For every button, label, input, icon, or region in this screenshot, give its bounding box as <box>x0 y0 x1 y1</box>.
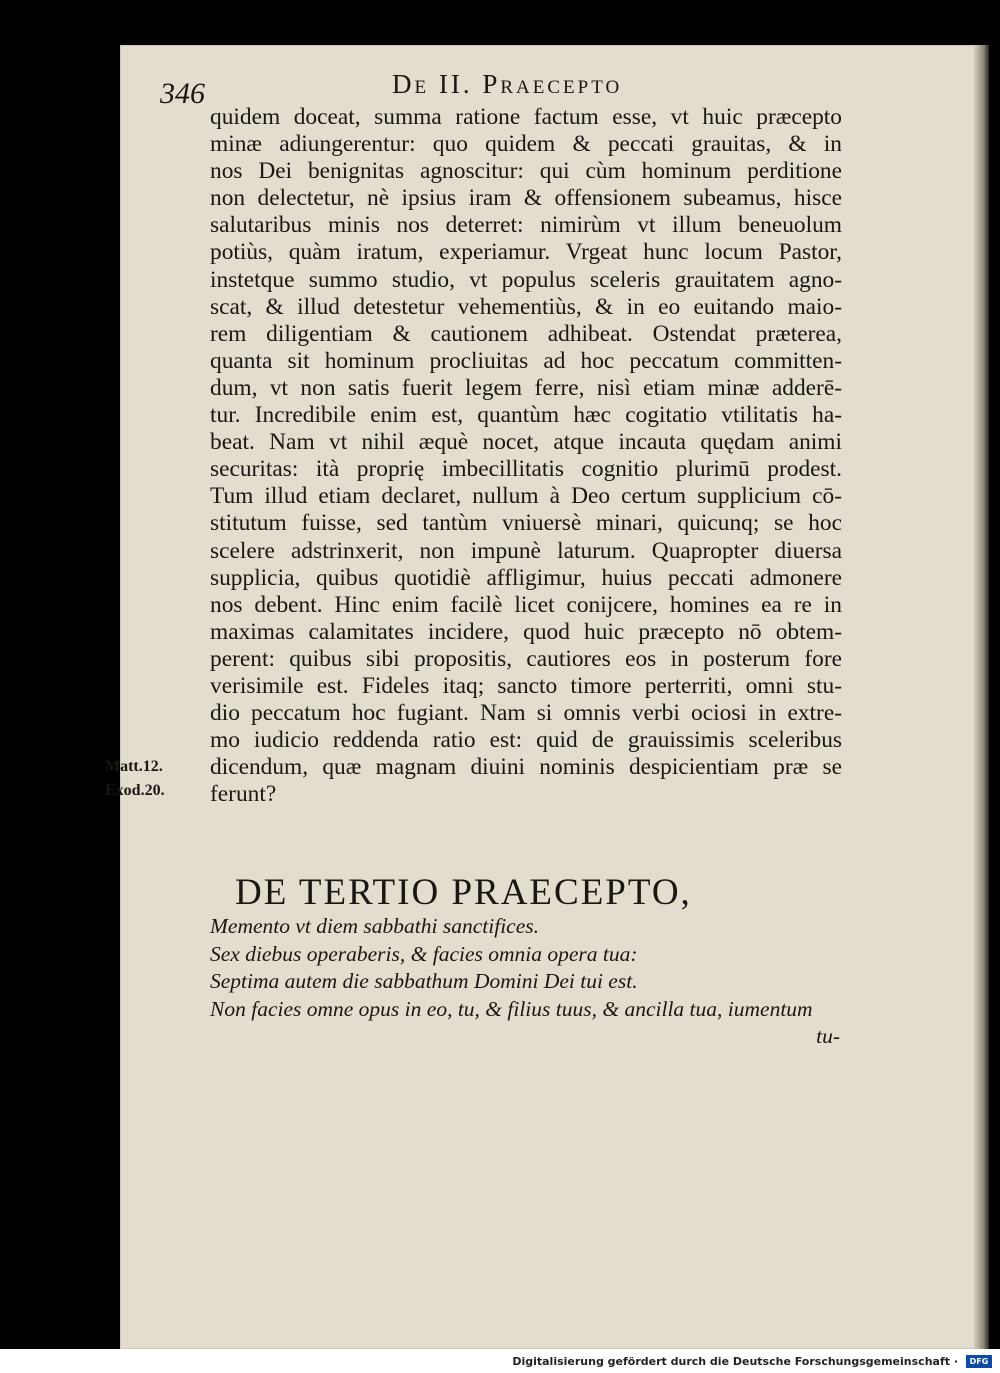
page-edge <box>975 45 989 1349</box>
text-line: tur. Incredibile enim est, quantùm hæc cogitatio vtilitatis ha- <box>210 402 842 429</box>
text-line: salutaribus minis nos deterret: nimirùm vt illum beneuolum <box>210 212 842 239</box>
text-line: non delectetur, nè ipsius iram & offensionem subeamus, hisce <box>210 185 842 212</box>
dfg-logo: DFG <box>966 1355 992 1368</box>
text-line: dio peccatum hoc fugiant. Nam si omnis verbi ociosi in extre- <box>210 700 842 727</box>
catchword: tu- <box>816 1024 840 1048</box>
page-number: 346 <box>160 77 205 110</box>
text-line: quidem doceat, summa ratione factum esse, vt huic præcepto <box>210 104 842 130</box>
text-line: scelere adstrinxerit, non impunè laturum. Quapropter diuersa <box>210 537 842 564</box>
commandment-line: Sex diebus operaberis, & facies omnia opera tua: <box>210 941 638 966</box>
text-line: potiùs, quàm iratum, experiamur. Vrgeat hunc locum Pastor, <box>210 239 842 266</box>
text-line: nos Dei benignitas agnoscitur: qui cùm hominum perditione <box>210 158 842 185</box>
text-line: nos debent. Hinc enim facilè licet conijcere, homines ea re in <box>210 591 842 618</box>
text-line: supplicia, quibus quotidiè affligimur, huius peccati admonere <box>210 564 842 591</box>
text-line: securitas: ità proprię imbecillitatis cognitio plurimū prodest. <box>210 456 842 483</box>
body-text <box>210 104 842 808</box>
commandment-line: Memento vt diem sabbathi sanctifices. <box>210 914 539 938</box>
funding-note: Digitalisierung gefördert durch die Deutsche Forschungsgemeinschaft · <box>512 1355 958 1368</box>
margin-note: Matt.12. <box>105 758 163 775</box>
section-heading: DE TERTIO PRAECEPTO, <box>235 872 692 913</box>
commandment-line: Septima autem die sabbathum Domini Dei tui est. <box>210 969 638 993</box>
text-line: perent: quibus sibi propositis, cautiores eos in posterum fore <box>210 645 842 672</box>
margin-note: Exod.20. <box>105 782 165 799</box>
text-line: beat. Nam vt nihil æquè nocet, atque incauta quędam animi <box>210 429 842 456</box>
text-line: maximas calamitates incidere, quod huic præcepto nō obtem- <box>210 618 842 645</box>
text-line: dicendum, quæ magnam diuini nominis despicientiam præ se <box>210 754 842 781</box>
text-line: ferunt? <box>210 781 277 808</box>
text-line: rem diligentiam & cautionem adhibeat. Ostendat præterea, <box>210 320 842 347</box>
text-line: mo iudicio reddenda ratio est: quid de grauissimis sceleribus <box>210 727 842 754</box>
footer-bar <box>0 1349 1000 1373</box>
commandment-line: Non facies omne opus in eo, tu, & filius tuus, & ancilla tua, iumentum <box>210 996 813 1021</box>
text-line: verisimile est. Fideles itaq; sancto timore perterriti, omni stu- <box>210 672 842 699</box>
text-line: Tum illud etiam declaret, nullum à Deo certum supplicium cō- <box>210 483 842 510</box>
text-line: scat, & illud detestetur vehementiùs, & in eo euitando maio- <box>210 293 842 320</box>
text-line: dum, vt non satis fuerit legem ferre, nisì etiam minæ adderē- <box>210 374 842 401</box>
text-line: instetque summo studio, vt populus sceleris grauitatem agno- <box>210 266 842 293</box>
margin-notes <box>105 755 165 803</box>
commandment-text <box>210 913 840 1051</box>
text-line: minæ adiungerentur: quo quidem & peccati grauitas, & in <box>210 131 842 158</box>
text-line: stitutum fuisse, sed tantùm vniuersè minari, quicunq; se hoc <box>210 510 842 537</box>
running-title: De II. Praecepto <box>392 69 623 99</box>
text-line: quanta sit hominum procliuitas ad hoc peccatum committen- <box>210 347 842 374</box>
